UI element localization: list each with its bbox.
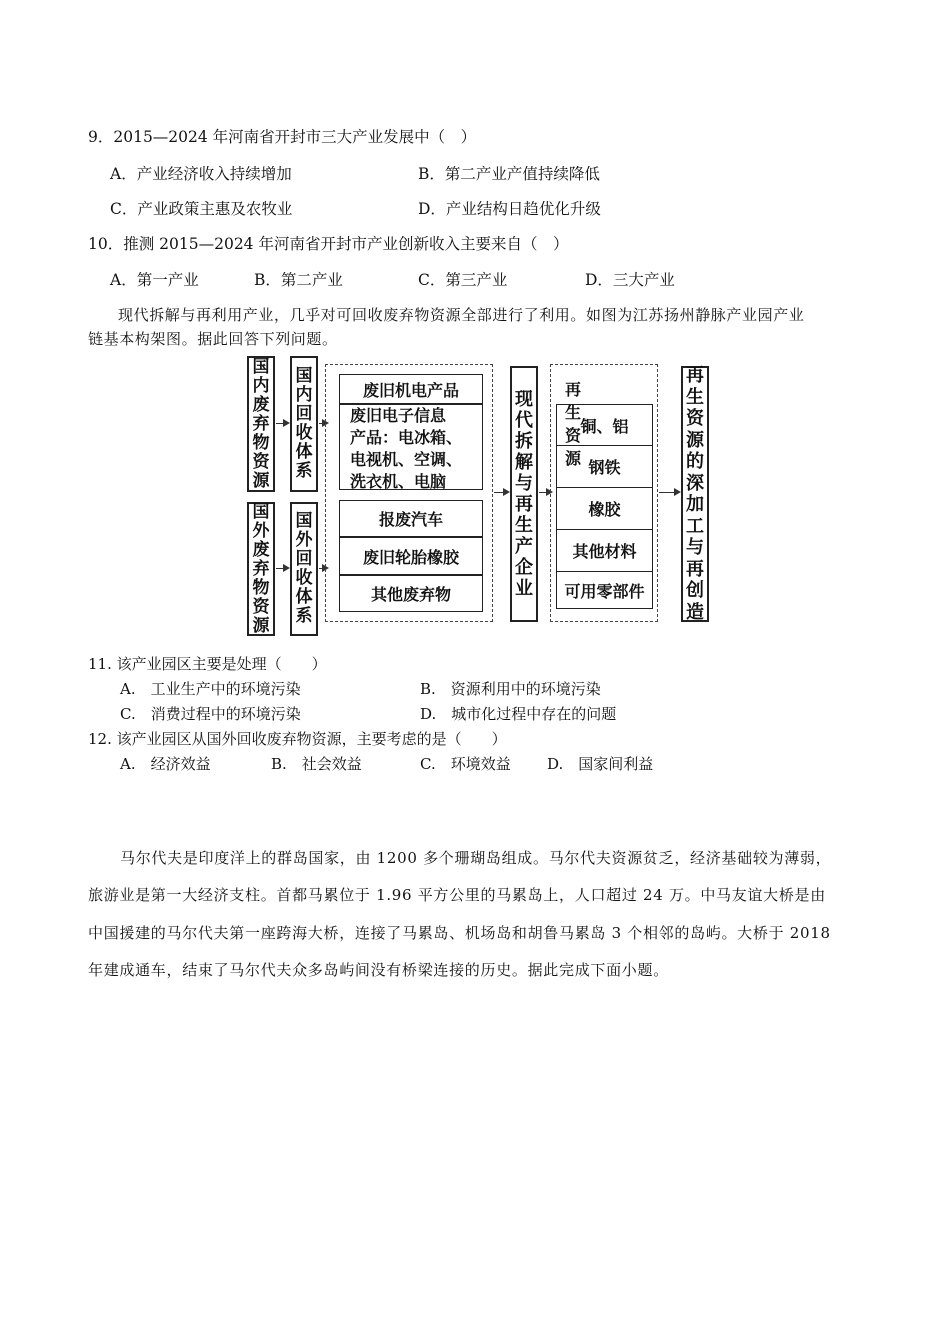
- arrow-2: [276, 568, 288, 569]
- resource-rubber: 橡胶: [557, 488, 652, 530]
- intro2-line2: 旅游业是第一大经济支柱。首都马累位于 1.96 平方公里的马累岛上，人口超过 24 万。中马友谊大桥是由: [88, 886, 826, 904]
- domestic-recycle-label: 国内回收体系: [295, 366, 313, 481]
- item2-line2: 产品：电冰箱、: [350, 428, 463, 447]
- resource-steel: 钢铁: [557, 446, 652, 488]
- arrow-5: [494, 492, 508, 493]
- item3-label: 报废汽车: [378, 510, 443, 529]
- waste-item-electronics: [339, 404, 483, 490]
- final-label: 再生资源的深加工与再创造: [686, 365, 704, 623]
- q10-option-c: C．第三产业: [418, 271, 508, 289]
- q12-option-c: C. 环境效益: [420, 755, 511, 773]
- enterprise-box: [510, 366, 538, 622]
- item1-label: 废旧机电产品: [362, 380, 459, 400]
- intro2-line4: 年建成通车，结束了马尔代夫众多岛屿间没有桥梁连接的历史。据此完成下面小题。: [88, 961, 669, 979]
- q9-stem: 9．2015—2024 年河南省开封市三大产业发展中（ ）: [88, 128, 477, 146]
- waste-item-electromechanical: [339, 374, 483, 404]
- q10-option-d: D．三大产业: [585, 271, 675, 289]
- resource-other-materials: 其他材料: [557, 530, 652, 572]
- item2-line3: 电视机、空调、: [350, 450, 463, 469]
- domestic-waste-box: [247, 356, 275, 492]
- intro1-line2: 链基本构架图。据此回答下列问题。: [88, 330, 338, 348]
- q12-option-d: D. 国家间利益: [547, 755, 654, 773]
- item2-line4: 洗衣机、电脑: [350, 472, 447, 491]
- intro2-line1: 马尔代夫是印度洋上的群岛国家，由 1200 多个珊瑚岛组成。马尔代夫资源贫乏，经济基础较为薄弱，: [120, 849, 832, 867]
- q9-option-c: C．产业政策主惠及农牧业: [110, 200, 293, 218]
- q12-option-b: B. 社会效益: [271, 755, 362, 773]
- q9-option-d: D．产业结构日趋优化升级: [418, 200, 601, 218]
- arrow-1: [276, 423, 288, 424]
- domestic-waste-label: 国内废弃物资源: [252, 356, 270, 491]
- item4-label: 废旧轮胎橡胶: [362, 547, 459, 567]
- resource-copper-aluminum: 铜、铝: [557, 405, 652, 446]
- resource-usable-parts: 可用零部件: [564, 581, 645, 601]
- intro2-line3: 中国援建的马尔代夫第一座跨海大桥，连接了马累岛、机场岛和胡鲁马累岛 3 个相邻的岛屿。大桥于 2018: [88, 924, 831, 942]
- q12-stem: 12. 该产业园区从国外回收废弃物资源，主要考虑的是（ ）: [88, 730, 507, 748]
- final-box: [681, 366, 709, 622]
- intro1-line1: 现代拆解与再利用产业，几乎对可回收废弃物资源全部进行了利用。如图为江苏扬州静脉产业园产业: [118, 306, 805, 324]
- q11-option-b: B. 资源利用中的环境污染: [420, 680, 601, 698]
- q9-option-b: B．第二产业产值持续降低: [418, 165, 600, 183]
- foreign-recycle-box: [290, 502, 318, 636]
- item5-label: 其他废弃物: [370, 585, 451, 604]
- q10-option-a: A．第一产业: [110, 271, 199, 289]
- item2-line1: 废旧电子信息: [350, 406, 447, 425]
- q11-option-c: C. 消费过程中的环境污染: [120, 705, 301, 723]
- q11-option-d: D. 城市化过程中存在的问题: [420, 705, 617, 723]
- waste-item-tires: [339, 537, 483, 575]
- waste-item-scrapped-cars: [339, 500, 483, 537]
- foreign-waste-label: 国外废弃物资源: [252, 501, 270, 636]
- q10-stem: 10．推测 2015—2024 年河南省开封市产业创新收入主要来自（ ）: [88, 235, 569, 253]
- q12-option-a: A. 经济效益: [120, 755, 211, 773]
- foreign-recycle-label: 国外回收体系: [295, 511, 313, 626]
- domestic-recycle-box: [290, 356, 318, 492]
- enterprise-label: 现代拆解与再生产企业: [515, 389, 533, 599]
- recycled-resources-list: [556, 404, 653, 609]
- q10-option-b: B．第二产业: [254, 271, 343, 289]
- foreign-waste-box: [247, 502, 275, 636]
- recycled-header: 再生资源: [565, 380, 582, 468]
- arrow-7: [659, 492, 679, 493]
- q11-option-a: A. 工业生产中的环境污染: [120, 680, 301, 698]
- q9-option-a: A．产业经济收入持续增加: [110, 165, 292, 183]
- q11-stem: 11. 该产业园区主要是处理（ ）: [88, 655, 327, 673]
- waste-item-other: [339, 575, 483, 612]
